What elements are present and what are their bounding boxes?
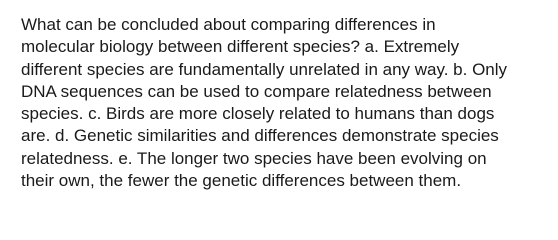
question-line: relatedness. e. The longer two species have been evolving on (21, 148, 487, 168)
question-line: molecular biology between different species? a. Extremely (21, 37, 460, 57)
question-line: DNA sequences can be used to compare relatedness between (21, 81, 492, 101)
question-line: different species are fundamentally unrelated in any way. b. Only (21, 59, 508, 79)
question-line: their own, the fewer the genetic differences between them. (21, 171, 462, 191)
question-line: are. d. Genetic similarities and differences demonstrate species (21, 126, 499, 146)
question-line: What can be concluded about comparing differences in (21, 15, 436, 34)
question-text (21, 14, 541, 192)
question-line: species. c. Birds are more closely related to humans than dogs (21, 104, 495, 124)
